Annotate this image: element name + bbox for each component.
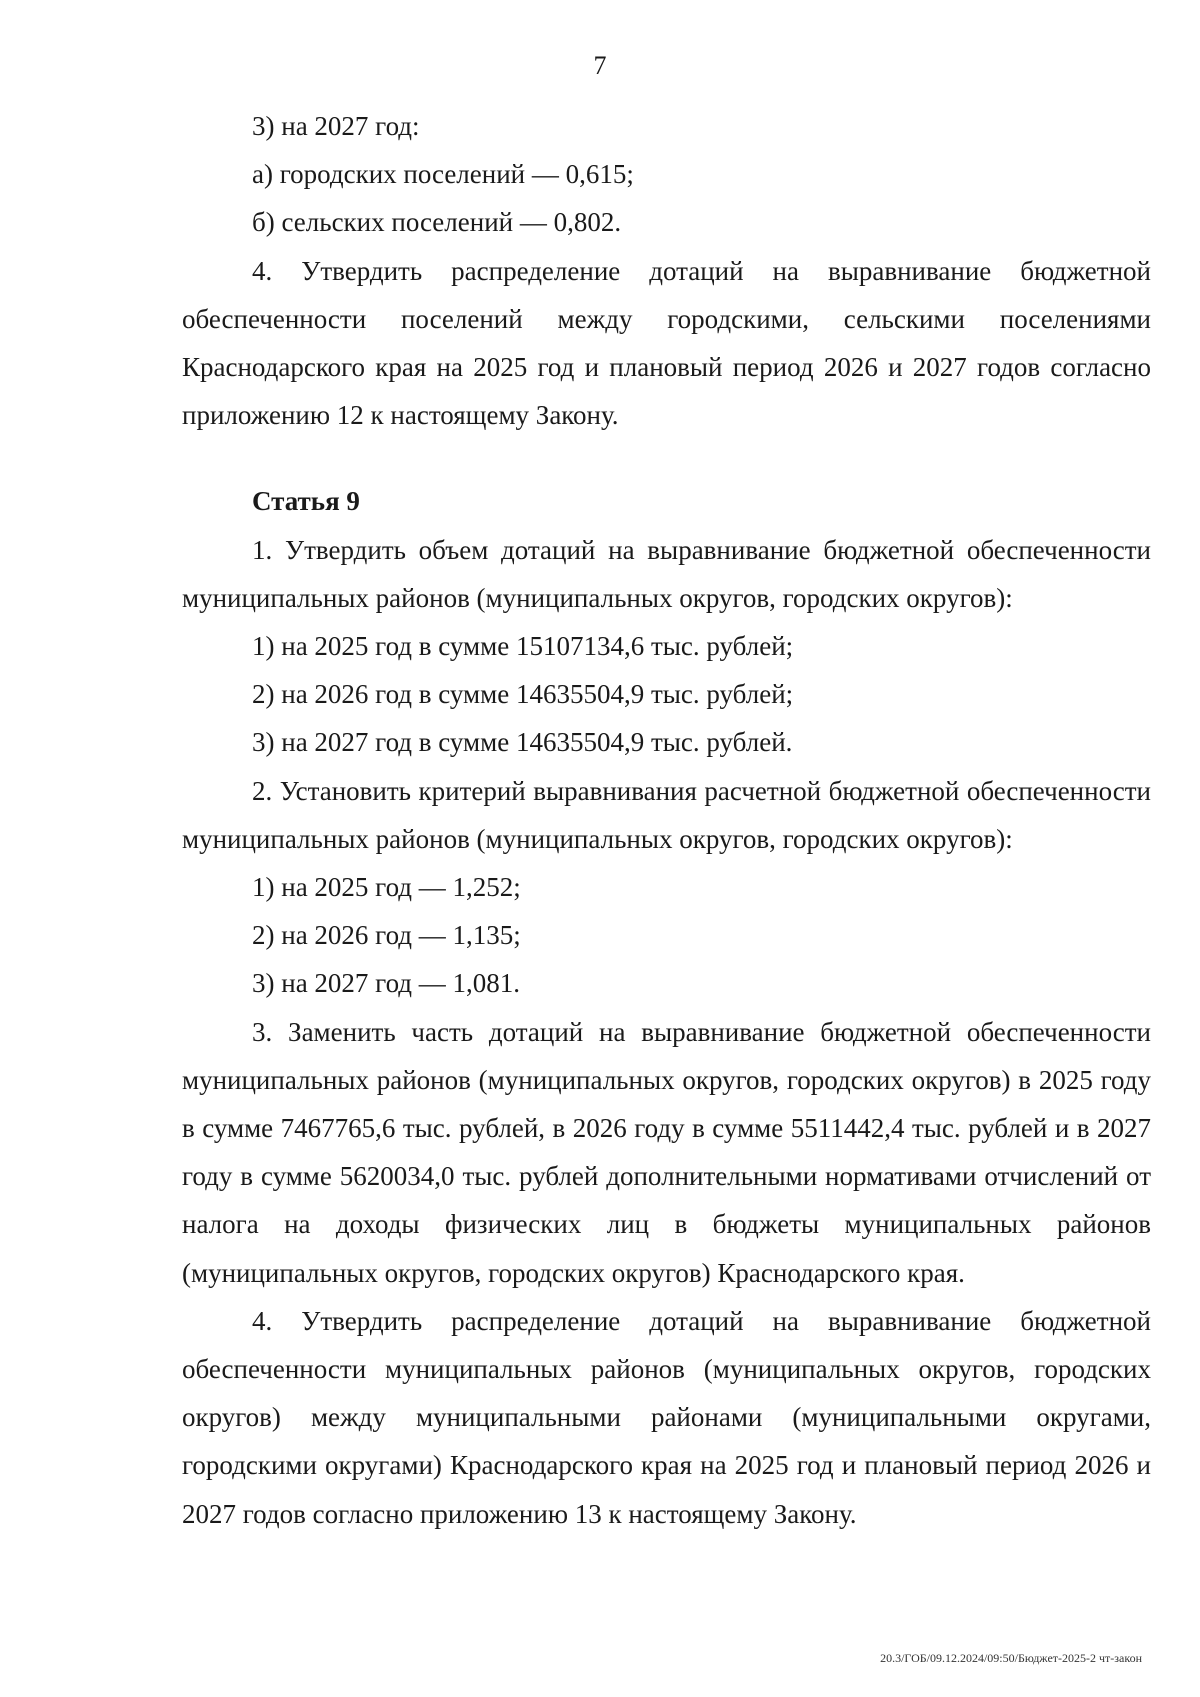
list-item: 1) на 2025 год в сумме 15107134,6 тыс. рублей;	[252, 631, 794, 662]
list-item: а) городских поселений — 0,615;	[252, 159, 634, 190]
list-item: 2) на 2026 год в сумме 14635504,9 тыс. рублей;	[252, 679, 794, 710]
document-footer-code: 20.3/ГОБ/09.12.2024/09:50/Бюджет-2025-2 чт-закон	[880, 1651, 1142, 1665]
list-item: 3) на 2027 год:	[252, 111, 420, 141]
list-item: 2) на 2026 год — 1,135;	[252, 920, 521, 951]
paragraph: 4. Утвердить распределение дотаций на выравнивание бюджетной обеспеченности поселений между городскими, сельскими поселениями Краснодарского края на 2025 год и плановый период 2026 и 2027 годов согласно приложению 12 к настоящему Закону.	[182, 255, 1151, 431]
paragraph: 4. Утвердить распределение дотаций на выравнивание бюджетной обеспеченности муниципальных районов (муниципальных округов, городских округов) между муниципальными районами (муниципальными округами, городскими округами) Краснодарского края на 2025 год и плановый период 2026 и 2027 годов согласно приложению 13 к настоящему Закону.	[182, 1305, 1151, 1529]
paragraph: 3. Заменить часть дотаций на выравнивание бюджетной обеспеченности муниципальных районов (муниципальных округов, городских округов) в 2025 году в сумме 7467765,6 тыс. рублей, в 2026 году в сумме 5511442,4 тыс. рублей и в 2027 году в сумме 5620034,0 тыс. рублей дополнительными нормативами отчислений от налога на доходы физических лиц в бюджеты муниципальных районов (муниципальных округов, городских округов) Краснодарского края.	[182, 1016, 1151, 1288]
list-item: б) сельских поселений — 0,802.	[252, 207, 622, 238]
list-item: 3) на 2027 год — 1,081.	[252, 968, 521, 999]
paragraph: 1. Утвердить объем дотаций на выравнивание бюджетной обеспеченности муниципальных районов (муниципальных округов, городских округов):	[182, 534, 1151, 613]
article-heading: Статья 9	[252, 486, 360, 517]
page-number: 7	[593, 51, 607, 80]
list-item: 1) на 2025 год — 1,252;	[252, 872, 521, 903]
paragraph: 2. Установить критерий выравнивания расчетной бюджетной обеспеченности муниципальных районов (муниципальных округов, городских округов):	[182, 775, 1151, 854]
list-item: 3) на 2027 год в сумме 14635504,9 тыс. рублей.	[252, 727, 793, 758]
document-body	[182, 102, 1151, 1538]
